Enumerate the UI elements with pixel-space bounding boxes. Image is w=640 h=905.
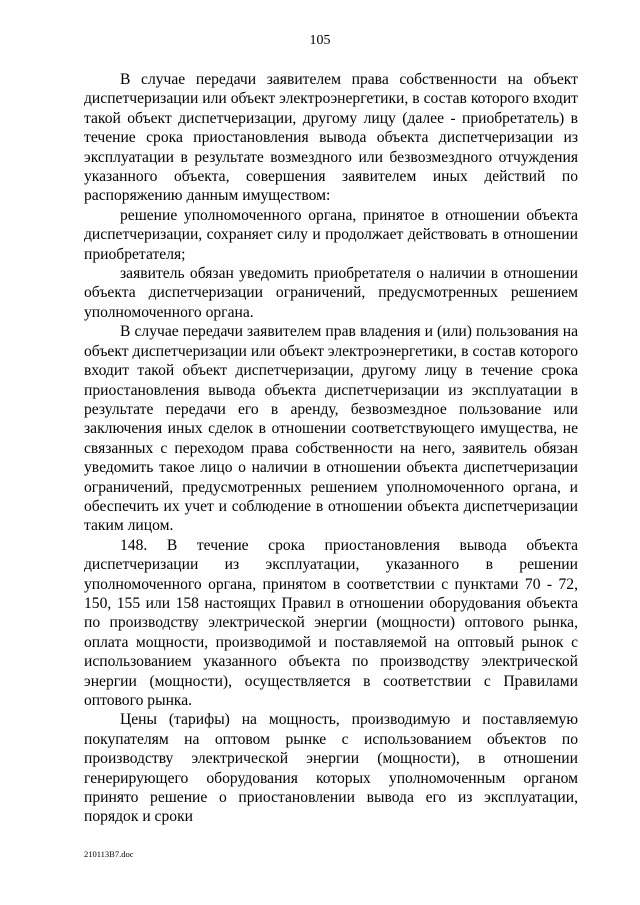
paragraph-notify-acquirer: заявитель обязан уведомить приобретателя о наличии в отношении объекта диспетчеризации ограничений, предусмотренных решением уполномоченного органа. [84,265,578,321]
paragraph-prices-tariffs: Цены (тарифы) на мощность, производимую и поставляемую покупателям на оптовом рынке с использованием объектов по производству электрической энергии (мощности), в отношении генерирующего оборудования которых уполномоченным органом принято решение о приостановлении вывода его из эксплуатации, порядок и сроки [84,711,578,826]
document-body [84,70,578,827]
paragraph-transfer-possession: В случае передачи заявителем прав владения и (или) пользования на объект диспетчеризации или объект электроэнергетики, в состав которого входит такой объект диспетчеризации, другому лицу в течение срока приостановления вывода объекта диспетчеризации из эксплуатации в результате передачи его в аренду, безвозмездное пользование или заключения иных сделок в отношении соответствующего имущества, не связанных с переходом права собственности на него, заявитель обязан уведомить такое лицо о наличии в отношении объекта диспетчеризации ограничений, предусмотренных решением уполномоченного органа, и обеспечить их учет и соблюдение в отношении объекта диспетчеризации таким лицом. [84,323,578,535]
paragraph-decision-retains-force: решение уполномоченного органа, принятое в отношении объекта диспетчеризации, сохраняет силу и продолжает действовать в отношении приобретателя; [84,206,578,263]
page-number: 105 [309,33,331,48]
paragraph-148: 148. В течение срока приостановления вывода объекта диспетчеризации из эксплуатации, указанного в решении уполномоченного органа, принятом в соответствии с пунктами 70 - 72, 150, 155 или 158 настоящих Правил в отношении оборудования объекта по производству электрической энергии (мощности) оптового рынка, оплата мощности, производимой и поставляемой на оптовый рынок с использованием указанного объекта по производству электрической энергии (мощности), осуществляется в соответствии с Правилами оптового рынка. [84,536,578,709]
footer-filename: 210113B7.doc [84,849,134,859]
paragraph-transfer-ownership: В случае передачи заявителем права собственности на объект диспетчеризации или объект электроэнергетики, в состав которого входит такой объект диспетчеризации, другому лицу (далее - приобретатель) в течение срока приостановления вывода объекта диспетчеризации из эксплуатации в результате возмездного или безвозмездного отчуждения указанного объекта, совершения заявителем иных действий по распоряжению данным имуществом: [84,71,578,205]
